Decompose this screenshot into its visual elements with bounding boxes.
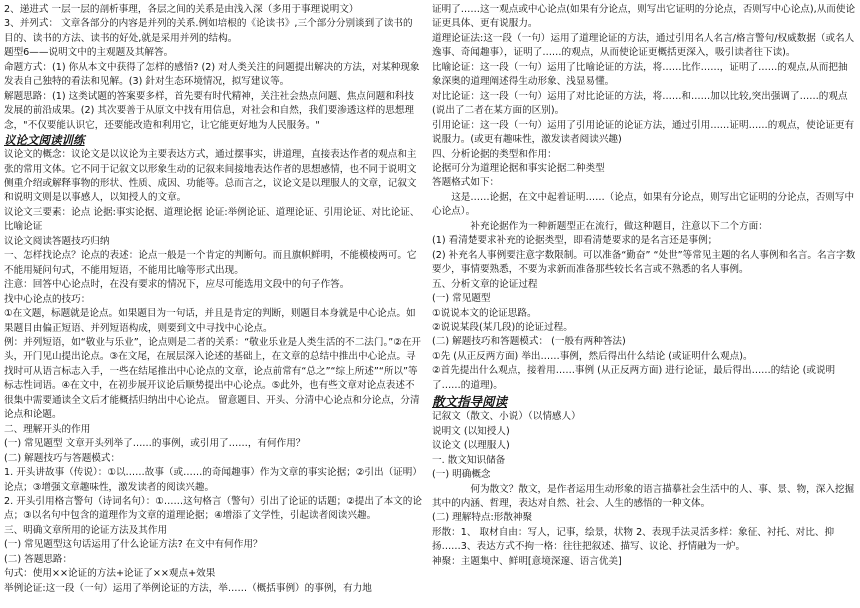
text-line: 议论文三要素：论点 论据:事实论据、道理论据 论证:举例论证、道理论证、引用论证、对比论证、比喻论证 <box>4 206 420 233</box>
text-line: (一) 常见题型 <box>432 293 491 305</box>
text-line: ①说说本文的论证思路。 <box>432 307 537 319</box>
text-line: 举例论证:这一段（一句）运用了举例论证的方法，举……（概括事例）的事例，有力地 <box>4 582 372 594</box>
text-line: (二) 答题思路： <box>4 553 73 565</box>
text-line: 1. 开头讲故事（传说）：①以……故事（或……的奇闻趣事）作为文章的事实论据；②引出（证明）论点；③增强文章趣味性，激发读者的阅读兴趣。 <box>4 467 422 493</box>
section-heading-argumentative: 议论文阅读训练 <box>4 133 85 148</box>
text-line: 2. 开头引用格言警句（诗词名句）：①……这句格言（警句）引出了论证的话题；②提出了本文的论点；③以名句中包含的道理作为文章的道理论据；④增添了文学性，引起读者阅读兴趣。 <box>4 495 422 522</box>
text-line: 例：并列短语，如“敬业与乐业”，论点则是二者的关系：“敬业乐业是人类生活的不二法门。”②在开头，开门见山提出论点。③在文尾，在展层深入论述的基础上，在文章的总结中推出中心论点。寻找时可从语言标志入手，一些在结尾推出中心论点的文章，论点前常有“总之”“综上所述”“所以”等标志性词语。④在文中，在初步展开议论后顺势提出中心论点。⑤此外，也有些文章对论点表述不很集中需要通读全文后才能概括归纳出中心论点。 留意题目、开头、分清中心论点和分论点，分清论点和论题。 <box>4 336 422 421</box>
text-line: 四、分析论据的类型和作用： <box>432 148 557 160</box>
text-line: 一、怎样找论点？论点的表述：论点一般是一个肯定的判断句。而且旗帜鲜明，不能模棱两可。它不能用疑问句式，不能用短语，不能用比喻等形式出现。 <box>4 250 417 276</box>
text-line: 五、分析文章的论证过程 <box>432 278 538 290</box>
text-line: 补充论据作为一种新题型正在流行，做这种题目，注意以下二个方面： <box>470 220 768 232</box>
text-line: 道理论证法:这一段（一句）运用了道理论证的方法，通过引用名人名言/格言警句/权威数据（或名人逸事、奇闻趣事），证明了……的观点，从而使论证更概括更深入，吸引读者往下读)。 <box>432 32 855 59</box>
text-line: 论据可分为道理论据和事实论据二种类型 <box>432 162 605 174</box>
text-line: 对比论证：这一段（一句）运用了对比论证的方法，将……和……加以比较,突出强调了……的观点(说出了二者在某方面的区别)。 <box>432 90 848 117</box>
text-line: 找中心论点的技巧： <box>4 293 91 305</box>
section-heading-prose: 散文指导阅读 <box>432 394 508 410</box>
text-line: 这是……论据，在文中起着证明……（论点，如果有分论点，则写出它证明的分论点，否则写中心论点）。 <box>432 191 855 218</box>
text-line: (二) 解题技巧与答题模式： <box>4 452 121 464</box>
right-column <box>432 3 856 607</box>
text-line: 解题思路：(1) 这类试题的答案要多样，首先要有时代精神，关注社会热点问题、焦点问题和科技发展的前沿成果。(2) 其次要善于从原文中找有用信息，对社会和自然，我们要渗透这样的思想理念，"不仅要能认识它，还要能改造和利用它，让它能更好地为人民服务。" <box>4 90 414 131</box>
text-line: 答题格式如下： <box>432 177 500 189</box>
text-line: ①在文题，标题就是论点。如果题目为一句话，并且是肯定的判断，则题目本身就是中心论点。如果题目由偏正短语、并列短语构成，则要到文中寻找中心论点。 <box>4 308 416 334</box>
text-line: 3、并列式： 文章各部分的内容是并列的关系.例如培根的《论读书》,三个部分分别谈到了读书的目的、读书的方法、读书的好处,就是采用并列的结构。 <box>4 18 413 44</box>
text-line: 一. 散文知识储备 <box>432 454 506 466</box>
text-line: (一) 常见题型 文章开头列举了……的事例，或引用了……，有何作用？ <box>4 438 306 450</box>
text-line: 议论文的概念：议论文是以议论为主要表达方式，通过摆事实，讲道理，直接表达作者的观点和主张的常用文体。它不同于记叙文以形象生动的记叙来间接地表达作者的思想感情，也不同于说明文侧重介绍或解释事物的形状、性质、成因、功能等。总而言之，议论文是以理服人的文章，记叙文和说明文则是以事感人，以知授人的文章。 <box>4 149 417 204</box>
text-line: 句式：使用××论证的方法+论证了××观点+效果 <box>4 568 216 580</box>
text-line: 2、递进式 一层一层的剖析事理，各层之间的关系是由浅入深（多用于事理说明文） <box>4 4 359 15</box>
text-line: (2) 补充名人事例要注意字数限制。可以准备“勤奋” “处世”等常见主题的名人事例和名言。名言字数要少，事情要熟悉，不要为求新而准备那些较长名言或不熟悉的名人事例。 <box>432 249 856 276</box>
text-line: 神聚：主题集中、鲜明[意境深邃、语言优美] <box>432 555 622 567</box>
text-line: 引用论证：这一段（一句）运用了引用论证的论证方法，通过引用……证明……的观点，使论证更有说服力。(或更有趣味性，激发读者阅读兴趣) <box>432 119 855 146</box>
text-line: 注意：回答中心论点时，在没有要求的情况下，应尽可能选用文段中的句子作答。 <box>4 279 350 291</box>
text-line: 题型6——说明文中的主观题及其解答。 <box>4 47 174 59</box>
text-line: (二) 理解特点:形散神聚 <box>432 512 533 524</box>
text-line: (二) 解题技巧和答题模式： (一般有两种答法) <box>432 336 626 348</box>
text-line: 记叙文（散文、小说）（以情感人） <box>432 411 581 423</box>
text-line: 二、理解开头的作用 <box>4 423 91 435</box>
text-line: 说明文 (以知授人) <box>432 425 510 437</box>
text-line: ②说说某段(某几段)的论证过程。 <box>432 321 573 333</box>
text-line: ②首先提出什么观点，接着用……事例 (从正反两方面) 进行论证，最后得出……的结论 (或说明了……的道理)。 <box>432 365 836 391</box>
left-column <box>4 3 422 607</box>
text-line: 三、明确文章所用的论证方法及其作用 <box>4 524 168 536</box>
text-line: (1) 看清楚要求补充的论据类型，即看清楚要求的是名言还是事例； <box>432 235 718 247</box>
text-line: (一) 常见题型这句话运用了什么论证方法? 在文中有何作用？ <box>4 539 263 551</box>
text-line: 形散：1、 取材自由：写人，记事，绘景，状物 2、表现手法灵活多样：象征、衬托、对比、抑扬……3、表达方式不拘一格：往往把叙述、描写、议论、抒情融为一炉。 <box>432 526 835 553</box>
text-line: 议论文 (以理服人) <box>432 440 510 452</box>
text-line: 何为散文？散文，是作者运用生动形象的语言描摹社会生活中的人、事、景、物，深入挖掘其中的内涵、哲理，表达对自然、社会、人生的感悟的一种文体。 <box>432 483 855 509</box>
text-line: (一) 明确概念 <box>432 469 491 481</box>
text-line: 证明了……这一观点或中心论点(如果有分论点，则写出它证明的分论点，否则写中心论点),从而使论证更具体、更有说服力。 <box>432 4 856 30</box>
text-line: ①先 (从正反两方面) 举出……事例，然后得出什么结论 (或证明什么观点)。 <box>432 350 753 362</box>
text-line: 议论文阅读答题技巧归纳 <box>4 235 110 247</box>
text-line: 比喻论证：这一段（一句）运用了比喻论证的方法，将……比作……，证明了……的观点,从而把抽象深奥的道理阐述得生动形象、浅显易懂。 <box>432 61 848 88</box>
text-line: 命题方式：(1) 你从本文中获得了怎样的感悟? (2) 对人类关注的问题提出解决的方法，对某种现象发表自己独特的看法和见解。(3) 針对生态环境情况，拟写建议等。 <box>4 61 420 88</box>
